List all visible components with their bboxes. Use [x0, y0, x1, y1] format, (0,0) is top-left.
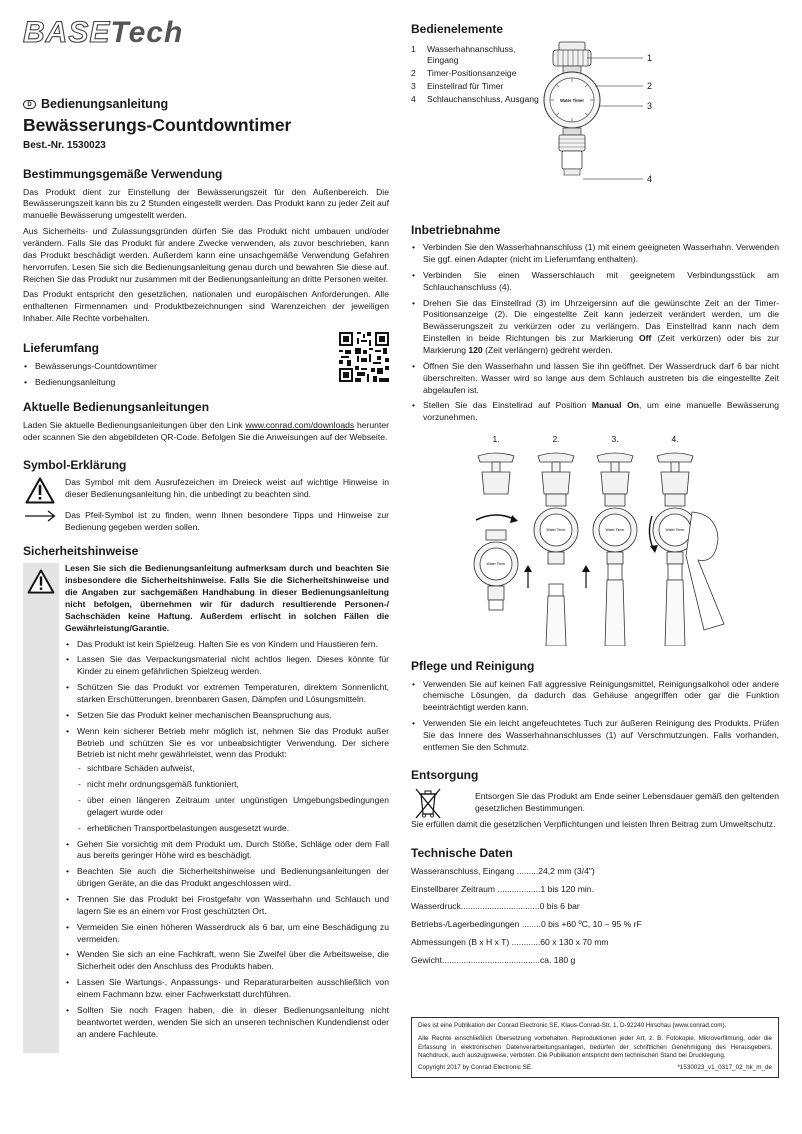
disposal-heading: Entsorgung: [411, 767, 479, 782]
disposal-section: [411, 787, 779, 819]
table-row: Wasserdruck................................. 0 bis 6 bar: [411, 901, 580, 912]
download-link[interactable]: www.conrad.com/downloads: [245, 419, 355, 430]
list-item: • Bedienungsanleitung: [23, 377, 331, 389]
list-item: • Verbinden Sie einen Wasserschlauch mit geeignetem Verbindungsstück am Schlauchanschluss (4).: [411, 270, 779, 294]
imprint-footer: [411, 1017, 779, 1078]
warning-triangle-icon: [27, 569, 55, 594]
list-item: • Bewässerungs-Countdowntimer: [23, 361, 331, 373]
list-item: • Wenden Sie sich an eine Fachkraft, wenn Sie Zweifel über die Arbeitsweise, die Sicherheit oder den Anschluss des Produkts haben.: [65, 949, 389, 973]
left-column: [23, 18, 389, 1053]
list-item: • Gehen Sie vorsichtig mit dem Produkt um. Durch Stöße, Schläge oder dem Fall aus bereits geringer Höhe wird es beschädigt.: [65, 839, 389, 863]
imprint-line: Dies ist eine Publikation der Conrad Electronic SE, Klaus-Conrad-Str. 1, D-92240 Hirschau (www.conrad.com).: [418, 1022, 727, 1029]
disposal-text: Entsorgen Sie das Produkt am Ende seiner Lebensdauer gemäß den geltenden gesetzlichen Bestimmungen.: [475, 791, 779, 814]
document-code: *1530023_v1_0317_02_hk_m_de: [677, 1064, 772, 1072]
list-item: 1 Wasserhahnanschluss, Eingang: [411, 43, 516, 66]
list-item: • Verwenden Sie ein leicht angefeuchtetes Tuch zur äußeren Reinigung des Produkts. Prüfen Sie das Innere des Wasserhahnanschlusses (1) auf Verschmutzungen. Falls vorhanden, entfernen Sie den Schmutz.: [411, 718, 779, 754]
dial-label: Water Timer: [486, 562, 506, 567]
scope-section: [23, 329, 389, 393]
sub-list-item: - nicht mehr ordnungsgemäß funktioniert,: [77, 779, 389, 791]
sub-list-item: - über einen längeren Zeitraum unter ungünstigen Umgebungsbedingungen gelagert wurde oder: [77, 795, 389, 819]
table-row: Abmessungen (B x H x T) ............ 60 x 130 x 70 mm: [411, 937, 609, 948]
specs-table: [411, 866, 779, 967]
page-title: Bewässerungs-Countdowntimer: [23, 115, 292, 136]
current-manual-heading: Aktuelle Bedienungsanleitungen: [23, 400, 210, 415]
list-item: • Vermeiden Sie einen höheren Wasserdruck als 6 bar, um eine Beschädigung zu vermeiden.: [65, 922, 389, 946]
safety-section: [23, 563, 389, 1053]
list-item: • Verbinden Sie den Wasserhahnanschluss (1) mit einem geeigneten Wasserhahn. Verwenden Sie ggf. einen Adapter (nicht im Lieferumfang enthalten).: [411, 242, 779, 266]
arrow-right-icon: [24, 510, 56, 522]
controls-section: [411, 44, 779, 214]
list-item: 2 Timer-Positionsanzeige: [411, 68, 517, 79]
weee-crossed-bin-icon: [413, 787, 443, 819]
care-heading: Pflege und Reinigung: [411, 658, 535, 673]
warning-symbol-text: Das Symbol mit dem Ausrufezeichen im Dreieck weist auf wichtige Hinweise in dieser Bedienungsanleitung hin, die unbedingt zu beachten sind.: [65, 477, 389, 499]
safety-sidebar: [23, 563, 59, 1053]
doc-type-label: Bedienungsanleitung: [41, 97, 169, 111]
step-label: 1.: [492, 434, 500, 445]
sub-list-item: - sichtbare Schäden aufweist,: [77, 763, 389, 775]
list-item: • Beachten Sie auch die Sicherheitshinweise und Bedienungsanleitungen der übrigen Geräte, an die das Produkt angeschlossen wird.: [65, 866, 389, 890]
controls-heading: Bedienelemente: [411, 22, 504, 36]
qr-code[interactable]: [339, 332, 389, 382]
intended-use-paragraph: Das Produkt dient zur Einstellung der Bewässerungszeit für den Außenbereich. Die Bewässerungszeit kann bis zu 2 Stunden eingestellt werden. Das Produkt kann zu jeder Zeit auf manuelle Bewässerung umgestellt werden.: [23, 186, 389, 221]
intended-use-paragraph: Aus Sicherheits- und Zulassungsgründen dürfen Sie das Produkt nicht umbauen und/oder verändern. Falls Sie das Produkt für andere Zwecke verwenden, als zuvor beschrieben, kann das Produkt beschädigt werden. Außerdem kann eine unsachgemäße Verwendung Gefahren hervorrufen. Lesen Sie sich die Bedienungsanleitung genau durch und bewahren Sie diese auf. Reichen Sie das Produkt nur zusammen mit der Bedienungsanleitung an dritte Personen weiter.: [23, 226, 389, 284]
dial-label: Water Timer: [560, 97, 584, 103]
current-manual-text: Laden Sie aktuelle Bedienungsanleitungen über den Link www.conrad.com/downloads herunter oder scannen Sie den abgebildeten QR-Code. Befolgen Sie die Anweisungen auf der Webseite.: [23, 419, 389, 442]
dial-label: Water Timer: [665, 528, 685, 533]
callout-3: 3: [647, 100, 653, 111]
intended-use-heading: Bestimmungsgemäße Verwendung: [23, 167, 223, 182]
list-item: • Öffnen Sie den Wasserhahn und lassen Sie ihn geöffnet. Der Wasserdruck darf 6 bar nicht überschreiten. Wasser wird so lange aus dem Schlauch austreten bis die eingestellte Zeit abgelaufen ist.: [411, 361, 779, 397]
dial-label: Water Timer: [546, 528, 566, 533]
sub-list-item: - erheblichen Transportbelastungen ausgesetzt wurde.: [77, 823, 389, 835]
language-badge: D: [23, 100, 36, 109]
table-row: Gewicht......................................... ca. 180 g: [411, 954, 576, 965]
scope-heading: Lieferumfang: [23, 341, 100, 356]
list-item: • Wenn kein sicherer Betrieb mehr möglich ist, nehmen Sie das Produkt außer Betrieb und schützen Sie es vor unbeabsichtigter Verwendung. Der sichere Betrieb ist nicht mehr gewährleistet, wenn das Produkt: - sichtbare Schäden aufweist, - nicht mehr ordnungsgemäß funktioniert, - über einen längeren Zeitraum unter ungünstigen Umgebungsbedingungen gelagert wurde oder - erheblichen Transportbelastungen ausgesetzt wurde.: [65, 726, 389, 835]
disposal-text-2: Sie erfüllen damit die gesetzlichen Verpflichtungen und leisten Ihren Beitrag zum Umweltschutz.: [411, 819, 776, 830]
basetech-logo: BASETech: [23, 16, 184, 49]
list-item: 4 Schlauchanschluss, Ausgang: [411, 93, 539, 104]
list-item: • Lassen Sie das Verpackungsmaterial nicht achtlos liegen. Dieses könnte für Kinder zu einem gefährlichen Spielzeug werden.: [65, 654, 389, 678]
warning-symbol-row: [23, 477, 389, 504]
table-row: Wasseranschluss, Eingang ......... 24,2 mm (3/4"): [411, 865, 595, 876]
list-item: • Verwenden Sie auf keinen Fall aggressive Reinigungsmittel, Reinigungsalkohol oder andere chemische Lösungen, da dadurch das Gehäuse angegriffen oder gar die Funktion beeinträchtigt werden kann.: [411, 679, 779, 715]
list-item: • Drehen Sie das Einstellrad (3) im Uhrzeigersinn auf die gewünschte Zeit an der Timer-Positionsanzeige (2). Die eingestellte Zeit kann jederzeit verändert werden, um die Bewässerungszeit zu verkürzen oder zu verlängern. Das Einstellrad kann nach dem Einstellen in beide Richtungen bis zur Markierung Off (Zeit verkürzen) oder bis zur Markierung 120 (Zeit verlängern) gedreht werden.: [411, 298, 779, 357]
safety-heading: Sicherheitshinweise: [23, 543, 139, 558]
safety-intro: Lesen Sie sich die Bedienungsanleitung aufmerksam durch und beachten Sie insbesondere die Sicherheitshinweise. Falls Sie die Sicherheitshinweise und die Angaben zur sachgemäßen Handhabung in dieser Bedienungsanleitung nicht befolgen, übernehmen wir für dadurch resultierende Personen-/ Sachschäden keine Haftung. Außerdem erlischt in solchen Fällen die Gewährleistung/Garantie.: [65, 563, 389, 633]
list-item: 3 Einstellrad für Timer: [411, 81, 504, 92]
list-item: • Trennen Sie das Produkt bei Frostgefahr von Wasserhahn und Schlauch und lagern Sie es an einem vor Frost geschützten Ort.: [65, 894, 389, 918]
intended-use-paragraph: Das Produkt entspricht den gesetzlichen, nationalen und europäischen Anforderungen. Alle enthaltenen Firmennamen und Produktbezeichnungen sind Warenzeichen der jeweiligen Inhaber. Alle Rechte vorbehalten.: [23, 289, 389, 324]
startup-heading: Inbetriebnahme: [411, 222, 501, 237]
table-row: Betriebs-/Lagerbedingungen ........ 0 bis +60 ºC, 10 – 95 % rF: [411, 919, 642, 930]
timer-diagram: [539, 38, 679, 208]
installation-steps-illustration: [466, 434, 766, 646]
list-item: • Sollten Sie noch Fragen haben, die in dieser Bedienungsanleitung nicht beantwortet werden, wenden Sie sich an unseren technischen Kundendienst oder an andere Fachleute.: [65, 1005, 389, 1041]
list-item: • Setzen Sie das Produkt keiner mechanischen Beanspruchung aus.: [65, 710, 389, 722]
step-label: 3.: [611, 434, 619, 445]
arrow-symbol-text: Das Pfeil-Symbol ist zu finden, wenn Ihnen besondere Tipps und Hinweise zur Bedienung gegeben werden sollen.: [65, 510, 389, 532]
list-item: • Lassen Sie Wartungs-, Anpassungs- und Reparaturarbeiten ausschließlich von einem Fachmann bzw. einer Fachwerkstatt durchführen.: [65, 977, 389, 1001]
step-label: 2.: [552, 434, 560, 445]
warning-triangle-icon: [25, 477, 55, 504]
copyright: Copyright 2017 by Conrad Electronic SE.: [418, 1064, 533, 1072]
symbols-heading: Symbol-Erklärung: [23, 457, 127, 472]
dial-label: Water Timer: [605, 528, 625, 533]
list-item: • Stellen Sie das Einstellrad auf Position Manual On, um eine manuelle Bewässerung vorzunehmen.: [411, 400, 779, 424]
imprint-rights: Alle Rechte einschließlich Übersetzung vorbehalten. Reproduktionen jeder Art, z. B. Fotokopie, Mikroverfilmung, oder die Erfassung in elektronischen Datenverarbeitungsanlagen, bedürfen der schriftlichen Genehmigung des Herausgebers. Nachdruck, auch auszugsweise, verboten. Die Publikation entspricht dem technischen Stand bei Drucklegung.: [418, 1034, 772, 1060]
right-column: [411, 18, 779, 973]
list-item: • Schützen Sie das Produkt vor extremen Temperaturen, direktem Sonnenlicht, starken Erschütterungen, brennbaren Gasen, Dämpfen und Lösungsmitteln.: [65, 682, 389, 706]
callout-4: 4: [647, 173, 653, 184]
order-number: Best.-Nr. 1530023: [23, 140, 106, 152]
doc-type: [23, 96, 389, 113]
arrow-symbol-row: [23, 510, 389, 534]
list-item: • Das Produkt ist kein Spielzeug. Halten Sie es von Kindern und Haustieren fern.: [65, 639, 389, 651]
callout-1: 1: [647, 52, 653, 63]
specs-heading: Technische Daten: [411, 846, 513, 861]
callout-2: 2: [647, 80, 653, 91]
step-label: 4.: [671, 434, 679, 445]
table-row: Einstellbarer Zeitraum .................. 1 bis 120 min.: [411, 883, 594, 894]
